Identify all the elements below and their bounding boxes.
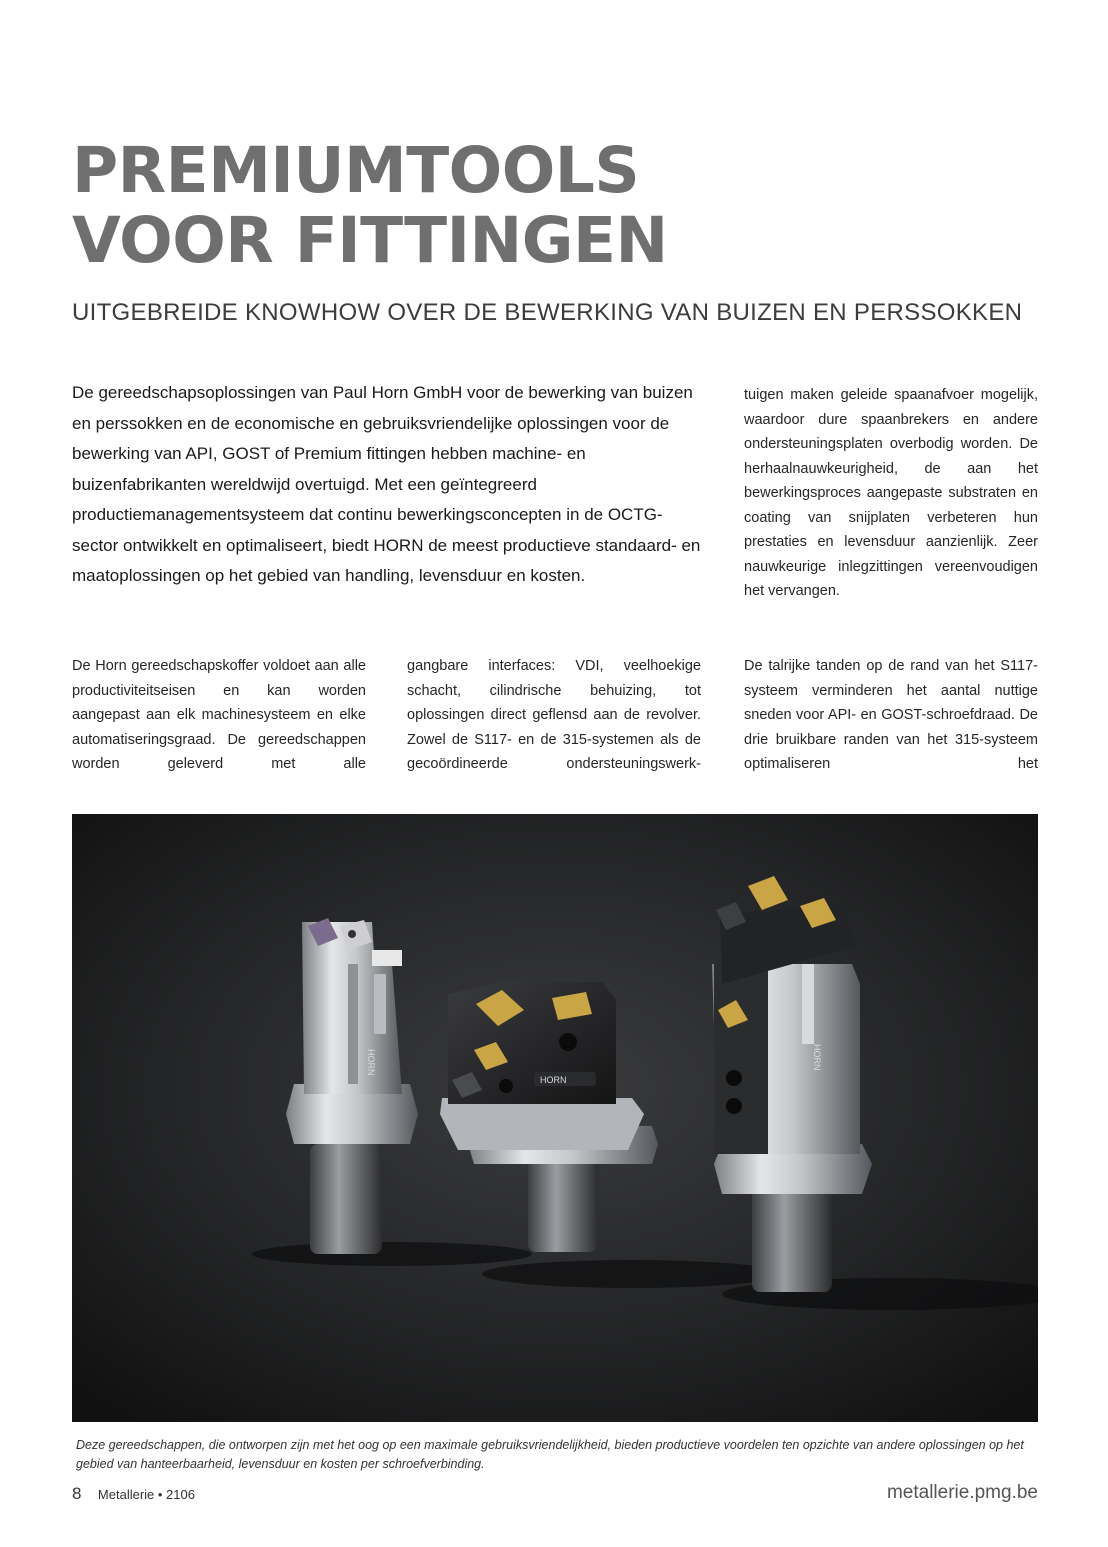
brand-label-tool-3: HORN [812,1044,822,1071]
title-line-2: VOOR FITTINGEN [72,204,668,277]
product-photo [72,814,1038,1422]
article-title [72,136,972,276]
tools-illustration [72,814,1038,1422]
photo-caption: Deze gereedschappen, die ontworpen zijn met het oog op een maximale gebruiksvriendelijkheid, bieden productieve voordelen ten opzichte van andere oplossingen op het gebied van hanteerbaarheid, levensduur en kosten per schroefverbinding. [76,1438,1024,1471]
magazine-issue: Metallerie • 2106 [97,1487,195,1502]
body-column-1: De Horn gereedschapskoffer voldoet aan alle productiviteitseisen en kan worden aangepast aan elk machinesysteem en elke automatiseringsgraad. De gereedschappen worden geleverd met alle [72,658,366,772]
intro-paragraph: De gereedschapsoplossingen van Paul Horn GmbH voor de bewerking van buizen en perssokken en de economische en gebruiksvriendelijke oplossingen voor de bewerking van API, GOST of Premium fittingen hebben machine- en buizenfabrikanten wereldwijd overtuigd. Met een geïntegreerd productiemanagementsysteem dat continu bewerkingsconcepten in de OCTG-sector ontwikkelt en optimaliseert, biedt HORN de meest productieve standaard- en maatoplossingen op het gebied van handling, levensduur en kosten. [72,383,701,585]
brand-label-tool-2: HORN [540,1075,567,1085]
website-link[interactable]: metallerie.pmg.be [886,1482,1038,1503]
title-line-1: PREMIUMTOOLS [72,134,640,207]
brand-label-tool-1: HORN [366,1049,376,1076]
body-column-2: gangbare interfaces: VDI, veelhoekige schacht, cilindrische behuizing, tot oplossingen direct geflensd aan de revolver. Zowel de S117- en de 315-systemen als de gecoördineerde ondersteuningswerk- [407,658,701,772]
footer-left [72,1484,195,1504]
body-column-3: De talrijke tanden op de rand van het S117-systeem verminderen het aantal nuttige sneden voor API- en GOST-schroefdraad. De drie bruikbare randen van het 315-systeem optimaliseren het [744,658,1038,772]
page-number: 8 [72,1484,82,1503]
article-subtitle: UITGEBREIDE KNOWHOW OVER DE BEWERKING VAN BUIZEN EN PERSSOKKEN [72,299,1023,326]
body-column-right-top: tuigen maken geleide spaanafvoer mogelijk, waardoor dure spaanbrekers en andere ondersteuningsplaten overbodig worden. De herhaalnauwkeurigheid, de aan het bewerkingsproces aangepaste substraten en coating van snijplaten verbeteren hun prestaties en levensduur aanzienlijk. Zeer nauwkeurige inlegzittingen vereenvoudigen het vervangen. [744,387,1038,599]
